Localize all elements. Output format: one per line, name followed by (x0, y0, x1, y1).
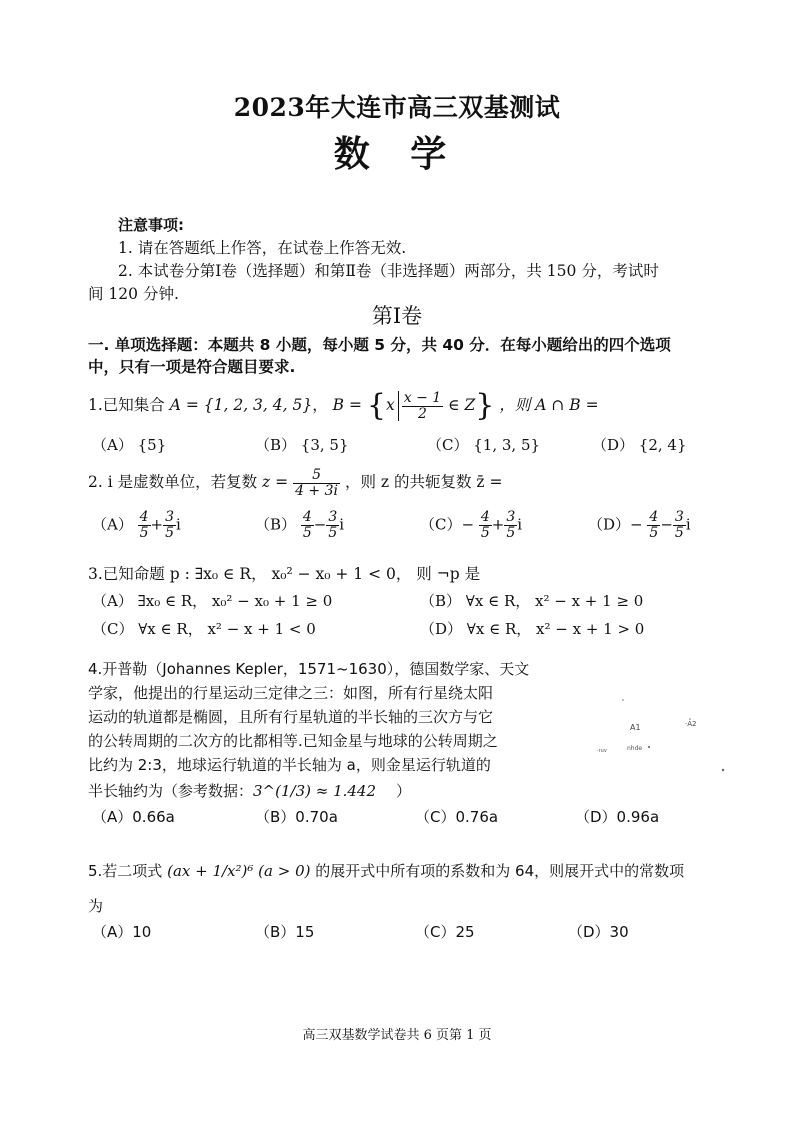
q3-option-c: （C） ∀x ∈ R， x² − x + 1 < 0 (92, 620, 316, 638)
q4-reference-data: 3^(1/3) ≈ 1.442 (253, 782, 377, 800)
figure-dot-3 (722, 769, 724, 771)
question-2-stem (88, 465, 502, 499)
q2-option-c: （C）− $\frac{4}{5}$ + $\frac{3}{5}$ i (420, 509, 523, 541)
q1-option-b: （B） {3, 5} (255, 436, 349, 454)
q5-option-a: （A）10 (92, 923, 152, 941)
q5-condition: (a > 0) (258, 862, 311, 880)
q1-set-b-label: B = (332, 396, 362, 414)
note-item-2a: 2. 本试卷分第Ⅰ卷（选择题）和第Ⅱ卷（非选择题）两部分，共 150 分，考试时 (118, 262, 659, 280)
figure-dot-2 (648, 746, 650, 748)
q1-suffix: ，则 A ∩ B = (499, 396, 599, 414)
q1-option-d: （D） {2, 4} (592, 436, 687, 454)
q3-option-d: （D） ∀x ∈ R， x² − x + 1 > 0 (420, 620, 645, 638)
q1-set-b-fraction: $\frac{x - 1}{2}$ (403, 389, 442, 422)
q1-prefix: 1.已知集合 (88, 396, 165, 414)
question-5-stem: 5.若二项式 (ax + 1/x²)⁶ (a > 0) 的展开式中所有项的系数和为 64，则展开式中的常数项 (88, 862, 685, 880)
q1-set-b-var: x (386, 396, 395, 414)
q1-option-c: （C） {1, 3, 5} (427, 436, 541, 454)
exam-title: 2023年大连市高三双基测试 (233, 93, 561, 122)
q4-option-b: （B）0.70a (255, 808, 338, 826)
q2-option-a: （A） $\frac{4}{5}$ + $\frac{3}{5}$ i (92, 509, 181, 541)
q4-line-6: 半长轴约为（参考数据：3^(1/3) ≈ 1.442 ） (88, 782, 412, 800)
note-item-1: 1. 请在答题纸上作答，在试卷上作答无效. (118, 239, 407, 257)
section-title: 第Ⅰ卷 (371, 304, 423, 328)
q4-line-4: 的公转周期的二次方的比都相等.已知金星与地球的公转周期之 (88, 732, 498, 750)
q5-option-c: （C）25 (415, 923, 475, 941)
q3-option-a: （A） ∃x₀ ∈ R， x₀² − x₀ + 1 ≥ 0 (92, 592, 333, 610)
q2-option-b: （B） $\frac{4}{5}$ − $\frac{3}{5}$ i (255, 509, 345, 541)
q5-line-2: 为 (88, 897, 104, 915)
subject-title: 数 学 (333, 134, 461, 175)
q4-line-1: 4.开普勒（Johannes Kepler，1571~1630），德国数学家、天文 (88, 660, 530, 678)
q4-option-d: （D）0.96a (575, 808, 660, 826)
notes-heading: 注意事项: (118, 216, 184, 234)
q2-fraction: $\frac{5}{4 + 3i}$ (295, 466, 339, 499)
q4-line-5: 比约为 2:3，地球运行轨道的半长轴为 a，则金星运行轨道的 (88, 756, 491, 774)
note-item-2b: 间 120 分钟. (88, 285, 179, 303)
figure-label-sun: ·ruv (597, 748, 607, 754)
kepler-orbit-figure (585, 682, 735, 792)
q5-option-b: （B）15 (255, 923, 315, 941)
figure-label-a1: A1 (630, 723, 641, 732)
question-1-stem: 1.已知集合 A = {1, 2, 3, 4, 5}， B = {x $\frac{x - 1}{2}$ ∈ Z} ，则 A ∩ B = (88, 388, 599, 423)
q5-option-d: （D）30 (568, 923, 629, 941)
q1-set-b-tail: ∈ Z (448, 396, 476, 414)
figure-dot-4 (689, 718, 691, 720)
q2-z-eq: z = (262, 473, 289, 491)
q1-option-a: （A） {5} (92, 436, 167, 454)
q2-suffix: ，则 z 的共轭复数 z̄ = (344, 473, 503, 491)
figure-label-a2: ·A2 (685, 720, 697, 728)
figure-label-orbit: nhde (627, 745, 643, 752)
question-3-stem: 3.已知命题 p : ∃x₀ ∈ R， x₀² − x₀ + 1 < 0， 则 ¬p 是 (88, 565, 481, 583)
part1-heading-line1: 一. 单项选择题：本题共 8 小题，每小题 5 分，共 40 分．在每小题给出的四个选项 (88, 336, 671, 354)
q5-binomial-expression: (ax + 1/x²)⁶ (167, 862, 254, 880)
figure-dot-1 (622, 699, 624, 701)
q2-option-d: （D）− $\frac{4}{5}$ − $\frac{3}{5}$ i (588, 509, 691, 541)
q2-prefix: 2. i 是虚数单位，若复数 (88, 473, 258, 491)
part1-heading-line2: 中，只有一项是符合题目要求. (88, 358, 296, 376)
q4-option-a: （A）0.66a (92, 808, 175, 826)
q3-option-b: （B） ∀x ∈ R， x² − x + 1 ≥ 0 (420, 592, 644, 610)
page-footer: 高三双基数学试卷共 6 页第 1 页 (302, 1028, 492, 1043)
q1-set-a: A = {1, 2, 3, 4, 5} (169, 396, 313, 414)
q4-line-2: 学家，他提出的行星运动三定律之三：如图，所有行星绕太阳 (88, 684, 494, 702)
q4-line-3: 运动的轨道都是椭圆，且所有行星轨道的半长轴的三次方与它 (88, 708, 494, 726)
q4-option-c: （C）0.76a (415, 808, 499, 826)
